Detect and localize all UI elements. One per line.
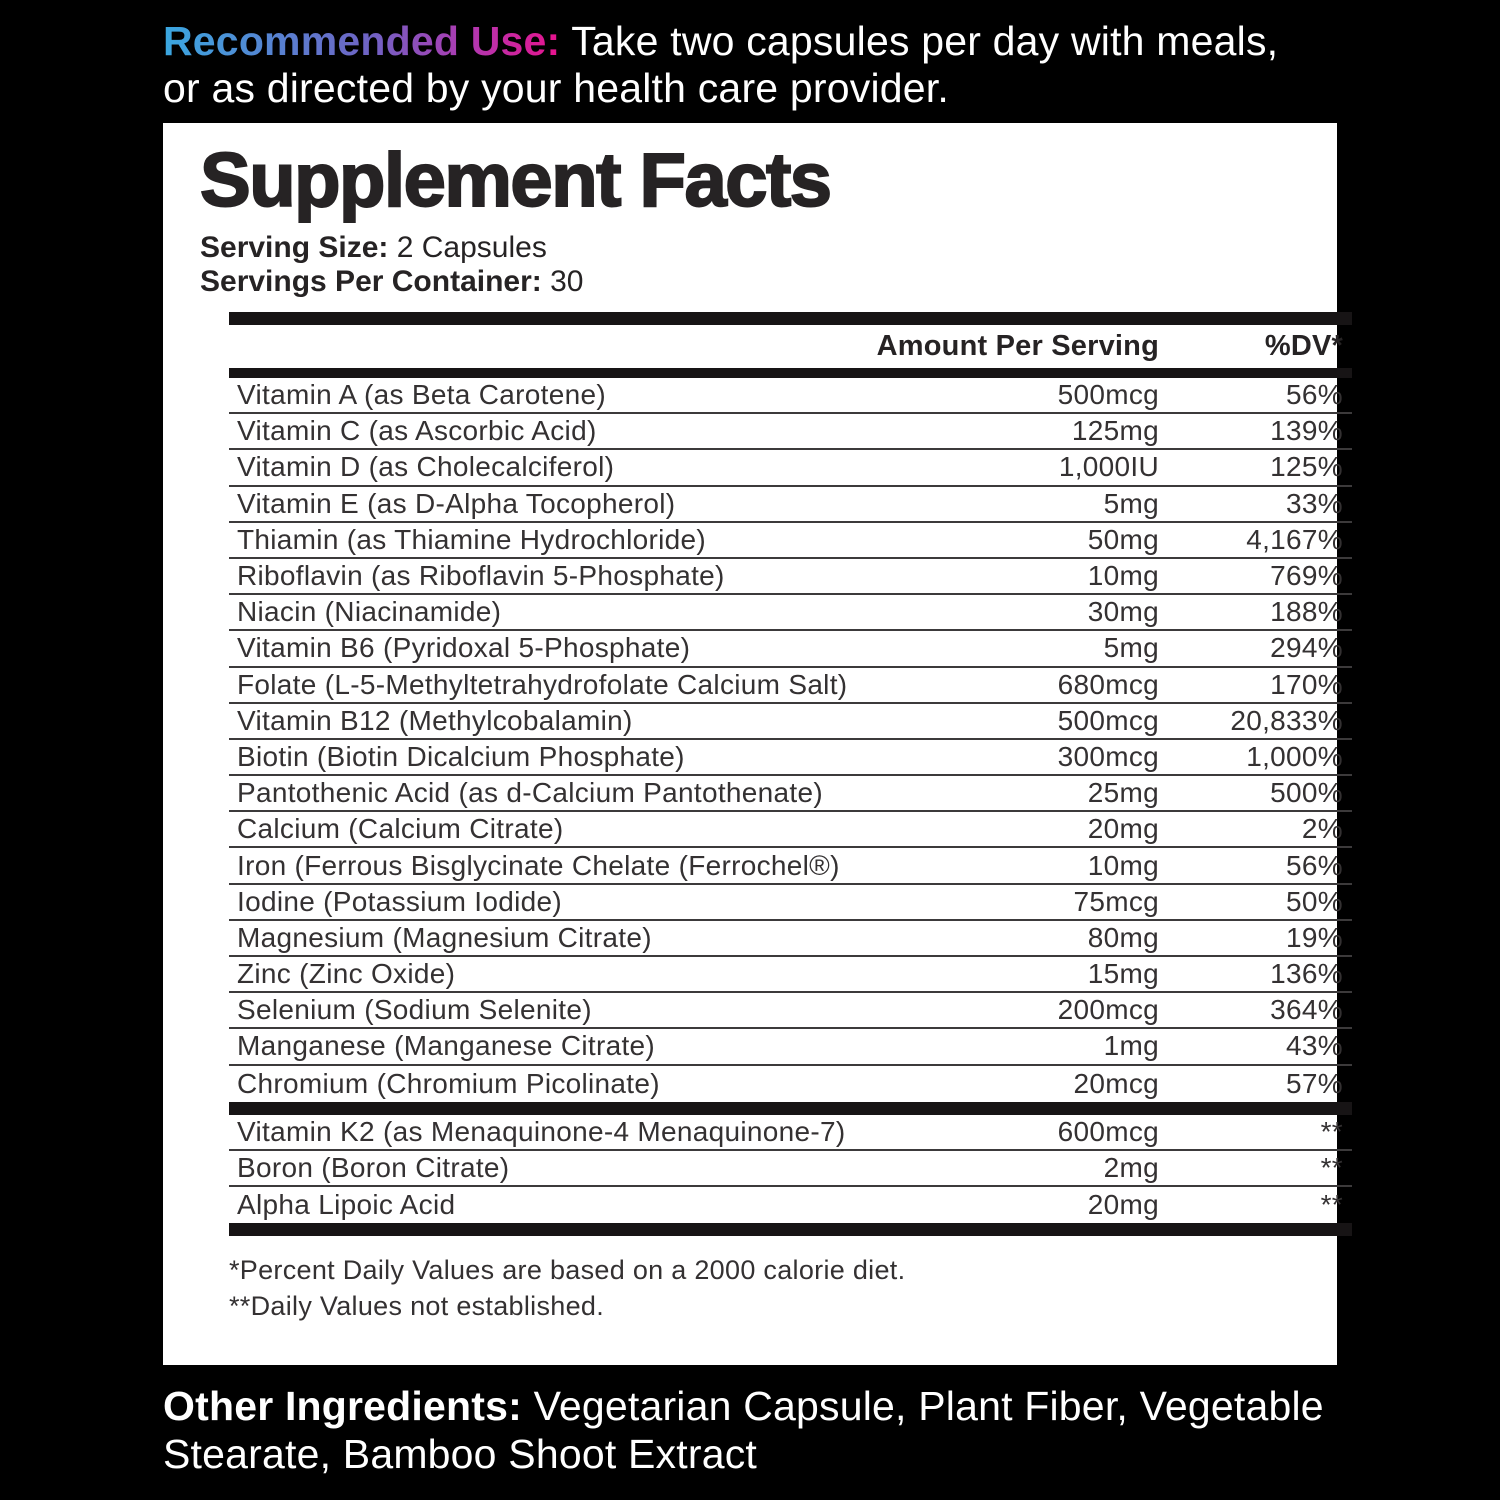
section-separator-bar bbox=[229, 1102, 1352, 1115]
ingredient-dv: 33% bbox=[1286, 487, 1343, 519]
footnote-daily-values: *Percent Daily Values are based on a 2000 calorie diet. bbox=[229, 1255, 906, 1286]
recommended-use-text-line1: Take two capsules per day with meals, bbox=[571, 18, 1279, 64]
footnote-not-established: **Daily Values not established. bbox=[229, 1291, 605, 1322]
ingredient-name: Vitamin E (as D-Alpha Tocopherol) bbox=[237, 487, 676, 519]
ingredient-name: Niacin (Niacinamide) bbox=[237, 596, 502, 628]
table-row bbox=[229, 487, 1352, 523]
ingredient-amount: 1,000IU bbox=[1058, 451, 1159, 483]
amount-per-serving-header: Amount Per Serving bbox=[876, 330, 1159, 362]
ingredient-amount: 680mcg bbox=[1057, 668, 1159, 700]
table-row bbox=[229, 885, 1352, 921]
table-row bbox=[229, 1115, 1352, 1151]
ingredient-dv: 1,000% bbox=[1246, 740, 1343, 772]
serving-size-line bbox=[200, 231, 1337, 265]
table-row bbox=[229, 704, 1352, 740]
ingredient-dv: 500% bbox=[1270, 777, 1343, 809]
ingredient-name: Vitamin C (as Ascorbic Acid) bbox=[237, 415, 597, 447]
table-row bbox=[229, 1029, 1352, 1065]
dv-header: %DV* bbox=[1264, 330, 1343, 362]
ingredient-name: Chromium (Chromium Picolinate) bbox=[237, 1067, 660, 1099]
table-row bbox=[229, 921, 1352, 957]
ingredient-name: Biotin (Biotin Dicalcium Phosphate) bbox=[237, 740, 685, 772]
ingredient-dv: 125% bbox=[1270, 451, 1343, 483]
ingredient-dv: 56% bbox=[1286, 379, 1343, 411]
recommended-use-paragraph bbox=[163, 18, 1363, 112]
ingredient-dv: 50% bbox=[1286, 885, 1343, 917]
other-ingredients-text-line2: Stearate, Bamboo Shoot Extract bbox=[163, 1431, 757, 1477]
ingredient-amount: 10mg bbox=[1087, 849, 1159, 881]
table-row bbox=[229, 631, 1352, 667]
ingredient-dv: 19% bbox=[1286, 921, 1343, 953]
ingredient-dv: 170% bbox=[1270, 668, 1343, 700]
table-row bbox=[229, 378, 1352, 414]
servings-per-container-label: Servings Per Container: bbox=[200, 265, 542, 298]
ingredient-name: Vitamin D (as Cholecalciferol) bbox=[237, 451, 615, 483]
ingredient-amount: 200mcg bbox=[1057, 994, 1159, 1026]
ingredient-name: Vitamin A (as Beta Carotene) bbox=[237, 379, 606, 411]
ingredient-dv: ** bbox=[1320, 1115, 1343, 1147]
other-ingredients-paragraph bbox=[163, 1382, 1373, 1478]
ingredient-name: Boron (Boron Citrate) bbox=[237, 1152, 510, 1184]
ingredient-name: Iron (Ferrous Bisglycinate Chelate (Ferrochel®) bbox=[237, 849, 840, 881]
other-ingredients-label: Other Ingredients: bbox=[163, 1383, 522, 1429]
ingredient-name: Vitamin B6 (Pyridoxal 5-Phosphate) bbox=[237, 632, 691, 664]
serving-size-label: Serving Size: bbox=[200, 231, 389, 264]
supplement-facts-panel bbox=[163, 123, 1343, 1365]
ingredient-name: Selenium (Sodium Selenite) bbox=[237, 994, 592, 1026]
ingredient-dv: 364% bbox=[1270, 994, 1343, 1026]
table-row bbox=[229, 812, 1352, 848]
recommended-use-text-line2: or as directed by your health care provider. bbox=[163, 65, 949, 111]
ingredient-amount: 20mg bbox=[1087, 1189, 1159, 1221]
ingredient-amount: 600mcg bbox=[1057, 1115, 1159, 1147]
ingredient-amount: 5mg bbox=[1103, 632, 1159, 664]
ingredient-amount: 25mg bbox=[1087, 777, 1159, 809]
header-separator-bar bbox=[229, 368, 1352, 378]
ingredient-amount: 5mg bbox=[1103, 487, 1159, 519]
ingredient-amount: 125mg bbox=[1071, 415, 1159, 447]
ingredient-amount: 30mg bbox=[1087, 596, 1159, 628]
ingredient-amount: 20mg bbox=[1087, 813, 1159, 845]
ingredient-name: Vitamin B12 (Methylcobalamin) bbox=[237, 704, 633, 736]
table-row bbox=[229, 414, 1352, 450]
ingredient-name: Pantothenic Acid (as d-Calcium Pantothenate) bbox=[237, 777, 823, 809]
table-row bbox=[229, 1066, 1352, 1102]
table-row bbox=[229, 523, 1352, 559]
ingredient-dv: 769% bbox=[1270, 560, 1343, 592]
ingredient-name: Thiamin (as Thiamine Hydrochloride) bbox=[237, 523, 707, 555]
ingredient-name: Vitamin K2 (as Menaquinone-4 Menaquinone-7) bbox=[237, 1115, 846, 1147]
footnotes bbox=[229, 1252, 1337, 1324]
table-row bbox=[229, 957, 1352, 993]
table-top-bar bbox=[229, 312, 1352, 325]
ingredient-amount: 20mcg bbox=[1073, 1067, 1159, 1099]
ingredient-dv: 20,833% bbox=[1230, 704, 1343, 736]
table-row bbox=[229, 740, 1352, 776]
no-dv-ingredient-rows bbox=[229, 1115, 1352, 1224]
ingredient-amount: 80mg bbox=[1087, 921, 1159, 953]
ingredient-name: Alpha Lipoic Acid bbox=[237, 1189, 456, 1221]
recommended-use-label: Recommended Use: bbox=[163, 18, 561, 64]
table-bottom-bar bbox=[229, 1223, 1352, 1236]
ingredient-amount: 2mg bbox=[1103, 1152, 1159, 1184]
ingredient-dv: ** bbox=[1320, 1189, 1343, 1221]
serving-info bbox=[200, 231, 1337, 299]
table-row bbox=[229, 595, 1352, 631]
ingredient-dv: 56% bbox=[1286, 849, 1343, 881]
ingredient-amount: 500mcg bbox=[1057, 379, 1159, 411]
ingredient-dv: ** bbox=[1320, 1152, 1343, 1184]
ingredient-amount: 500mcg bbox=[1057, 704, 1159, 736]
ingredient-dv: 136% bbox=[1270, 958, 1343, 990]
table-row bbox=[229, 1151, 1352, 1187]
ingredient-amount: 15mg bbox=[1087, 958, 1159, 990]
main-ingredient-rows bbox=[229, 378, 1352, 1102]
ingredient-amount: 10mg bbox=[1087, 560, 1159, 592]
ingredient-dv: 188% bbox=[1270, 596, 1343, 628]
ingredient-amount: 300mcg bbox=[1057, 740, 1159, 772]
ingredient-name: Folate (L-5-Methyltetrahydrofolate Calcium Salt) bbox=[237, 668, 848, 700]
serving-size-value: 2 Capsules bbox=[396, 231, 547, 264]
ingredient-dv: 4,167% bbox=[1246, 523, 1343, 555]
ingredient-dv: 43% bbox=[1286, 1030, 1343, 1062]
ingredient-dv: 294% bbox=[1270, 632, 1343, 664]
table-row bbox=[229, 559, 1352, 595]
ingredient-name: Manganese (Manganese Citrate) bbox=[237, 1030, 656, 1062]
ingredient-dv: 2% bbox=[1301, 813, 1343, 845]
ingredient-amount: 1mg bbox=[1103, 1030, 1159, 1062]
ingredient-name: Iodine (Potassium Iodide) bbox=[237, 885, 563, 917]
ingredient-dv: 57% bbox=[1286, 1067, 1343, 1099]
servings-per-container-line bbox=[200, 265, 1337, 299]
table-row bbox=[229, 776, 1352, 812]
ingredient-amount: 75mcg bbox=[1073, 885, 1159, 917]
ingredient-name: Zinc (Zinc Oxide) bbox=[237, 958, 456, 990]
ingredient-amount: 50mg bbox=[1087, 523, 1159, 555]
table-row bbox=[229, 1187, 1352, 1223]
table-row bbox=[229, 993, 1352, 1029]
servings-per-container-value: 30 bbox=[550, 265, 584, 298]
other-ingredients-text-line1: Vegetarian Capsule, Plant Fiber, Vegetable bbox=[533, 1383, 1324, 1429]
ingredient-name: Calcium (Calcium Citrate) bbox=[237, 813, 564, 845]
table-row bbox=[229, 450, 1352, 486]
ingredient-name: Riboflavin (as Riboflavin 5-Phosphate) bbox=[237, 560, 725, 592]
supplement-facts-title: Supplement Facts bbox=[200, 138, 831, 223]
ingredient-name: Magnesium (Magnesium Citrate) bbox=[237, 921, 652, 953]
table-row bbox=[229, 668, 1352, 704]
facts-table bbox=[229, 312, 1352, 1236]
table-header-row bbox=[229, 325, 1352, 368]
ingredient-dv: 139% bbox=[1270, 415, 1343, 447]
table-row bbox=[229, 848, 1352, 884]
